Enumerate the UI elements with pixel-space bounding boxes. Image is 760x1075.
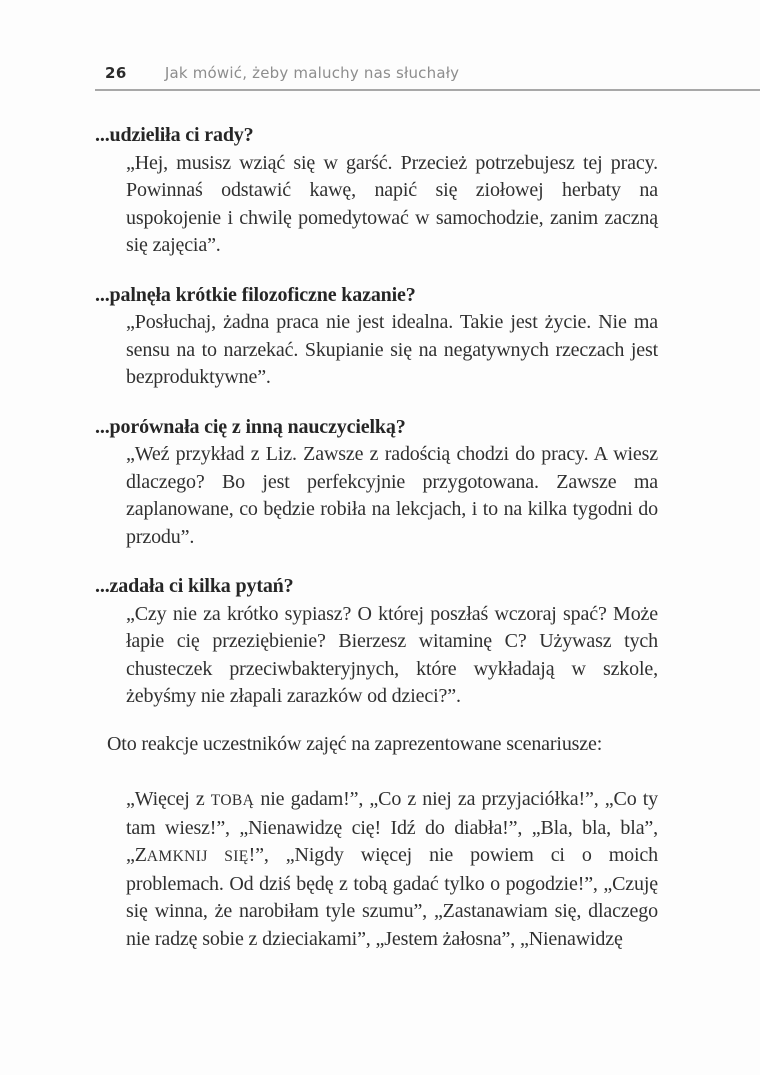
- intro-line: Oto reakcje uczestników zajęć na zaprezentowane scenariusze:: [107, 732, 603, 755]
- text-segment: „Więcej z: [126, 788, 211, 810]
- section-body: „Hej, musisz wziąć się w garść. Przecież potrzebujesz tej pracy. Powinnaś odstawić kawę, napić się ziołowej herbaty na uspokojenie i chwilę pomedytować w samochodzie, zanim zaczną się zajęcia”.: [126, 151, 658, 256]
- text-segment: nie gadam!”, „Co z niej za przyjaciółka!”, „Co ty tam wiesz!”, „Nienawidzę cię! Idź do diabła!”, „Bla, bla, bla”, „Z: [126, 788, 658, 866]
- page-content: [0, 122, 760, 953]
- page-number: 26: [105, 64, 127, 82]
- section-heading: ...zadała ci kilka pytań?: [95, 575, 294, 597]
- smallcaps-text-segment: TOBĄ: [210, 792, 255, 809]
- section-heading: ...palnęła krótkie filozoficzne kazanie?: [95, 283, 416, 306]
- header-rule: [95, 89, 760, 91]
- section-body: „Czy nie za krótko sypiasz? O której poszłaś wczoraj spać? Może łapie cię przeziębienie? Bierzesz witaminę C? Używasz tych chusteczek przeciwbakteryjnych, które wykładają w szkole, żebyśmy nie złapali zarazków od dzieci?”.: [126, 602, 658, 707]
- text-segment: !”, „Nigdy więcej nie powiem ci o moich problemach. Od dziś będę z tobą gadać tylko o pogodzie!”, „Czuję się winna, że narobiłam tyle szumu”, „Zastanawiam się, dlaczego nie radzę sobie z dzieciakami”, „Jestem żałosna”, „Nienawidzę: [126, 844, 658, 950]
- section: [95, 122, 658, 260]
- section: [95, 573, 658, 711]
- reactions-paragraph: [126, 786, 658, 953]
- smallcaps-text-segment: AMKNIJ SIĘ: [146, 848, 249, 865]
- section-heading: ...udzieliła ci rady?: [95, 124, 254, 146]
- section: [95, 414, 658, 552]
- running-header: [0, 0, 760, 91]
- running-title: Jak mówić, żeby maluchy nas słuchały: [164, 64, 460, 82]
- section-body: „Posłuchaj, żadna praca nie jest idealna. Takie jest życie. Nie ma sensu na to narzekać. Skupianie się na negatywnych rzeczach jest bezproduktywne”.: [126, 311, 658, 388]
- section-body: „Weź przykład z Liz. Zawsze z radością chodzi do pracy. A wiesz dlaczego? Bo jest perfekcyjnie przygotowana. Zawsze ma zaplanowane, co będzie robiła na lekcjach, i to na kilka tygodni do przodu”.: [126, 443, 658, 548]
- section: [95, 282, 658, 392]
- section-heading: ...porównała cię z inną nauczycielką?: [95, 415, 406, 438]
- header-row: [95, 64, 760, 83]
